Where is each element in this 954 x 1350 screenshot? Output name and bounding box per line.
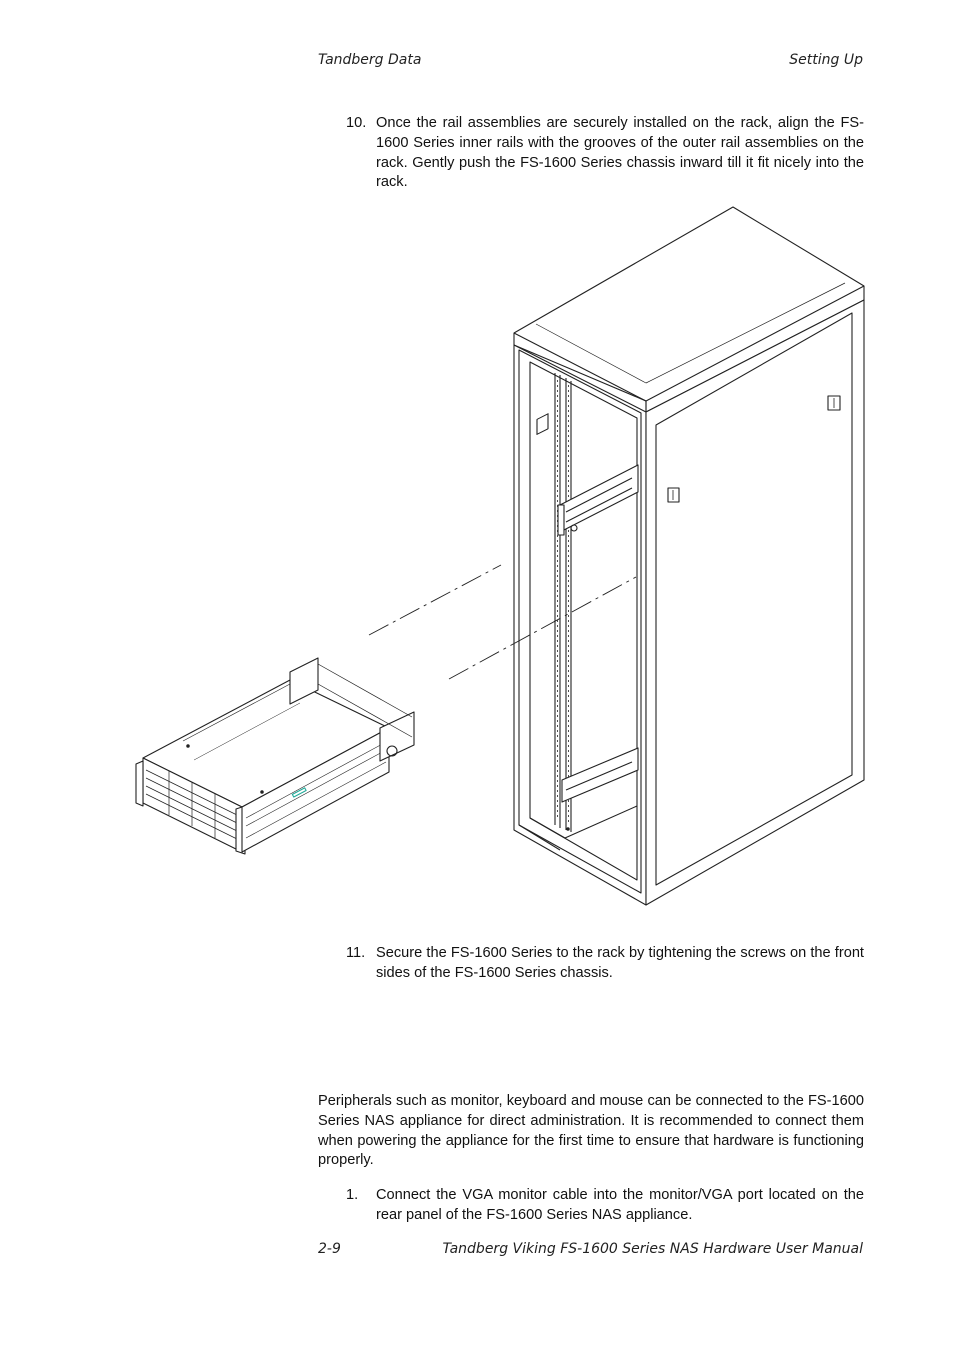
step-10-text: Once the rail assemblies are securely installed on the rack, align the FS-1600 Series inner rails with the grooves of the outer rail assemblies on the rack. Gently push the FS-1600 Series chassis inward till it fit nicely into the rack. xyxy=(376,115,864,191)
nas-chassis xyxy=(136,658,414,854)
header-left: Tandberg Data xyxy=(318,52,422,68)
step-10 xyxy=(346,114,864,193)
peripherals-paragraph: Peripherals such as monitor, keyboard and mouse can be connected to the FS-1600 Series NAS appliance for direct administration. It is recommended to connect them when powering the appliance for the first time to ensure that hardware is functioning properly. xyxy=(318,1093,864,1169)
footer-title: Tandberg Viking FS-1600 Series NAS Hardware User Manual xyxy=(442,1241,863,1257)
step-11-number: 11. xyxy=(346,945,366,961)
step-1 xyxy=(346,1186,864,1226)
step-10-number: 10. xyxy=(346,115,367,131)
step-1-number: 1. xyxy=(346,1187,359,1203)
page-number: 2-9 xyxy=(318,1241,341,1257)
step-1-text: Connect the VGA monitor cable into the monitor/VGA port located on the rear panel of the FS-1600 Series NAS appliance. xyxy=(376,1187,864,1223)
step-11 xyxy=(346,944,864,984)
rack-cabinet xyxy=(514,207,864,905)
rack-installation-illustration xyxy=(0,195,954,915)
header-right: Setting Up xyxy=(789,52,863,68)
step-11-text: Secure the FS-1600 Series to the rack by tightening the screws on the front sides of the FS-1600 Series chassis. xyxy=(376,945,864,981)
